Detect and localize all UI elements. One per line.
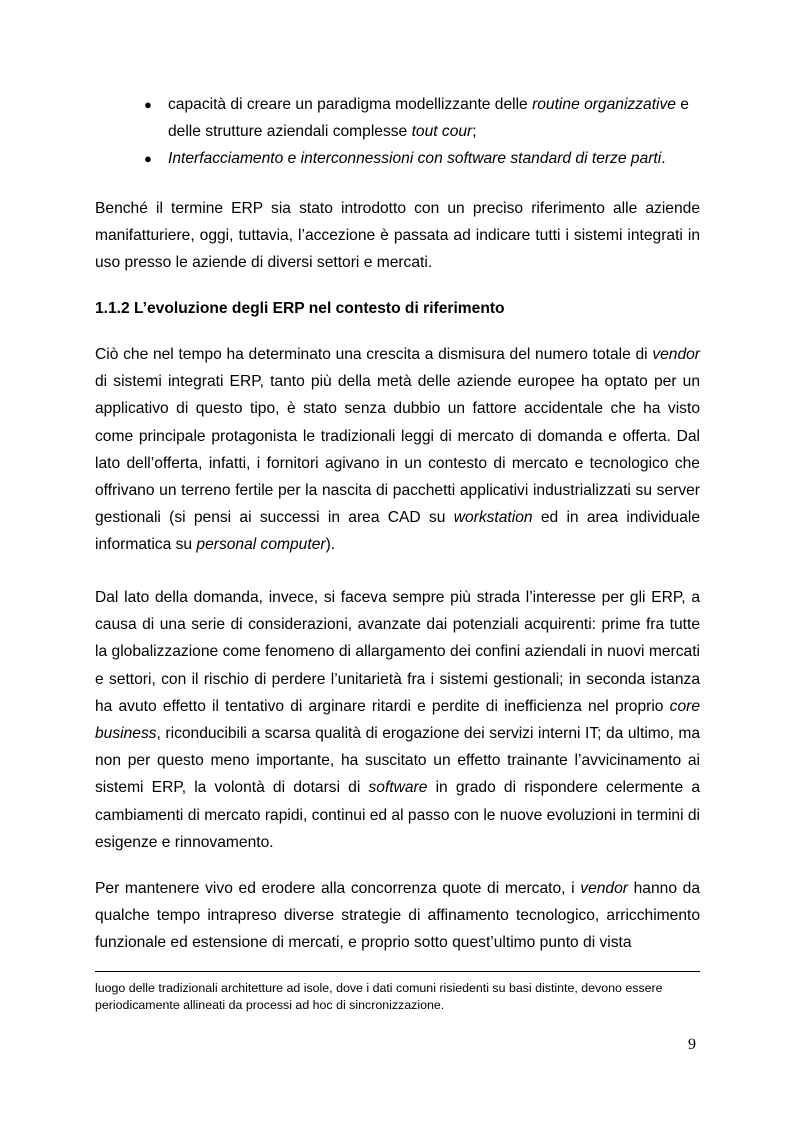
section-heading: 1.1.2 L’evoluzione degli ERP nel contesto di riferimento [95, 300, 505, 317]
list-item: ● Interfacciamento e interconnessioni con software standard di terze parti. [140, 145, 700, 172]
paragraph-erp-growth: Ciò che nel tempo ha determinato una crescita a dismisura del numero totale di vendor di sistemi integrati ERP, tanto più della metà delle aziende europee ha optato per un applicativo di questo tipo, è stato senza dubbio un fattore accidentale che ha visto come principale protagonista le tradizionali leggi di mercato di domanda e offerta. Dal lato dell’offerta, infatti, i fornitori agivano in un contesto di mercato e tecnologico che offrivano un terreno fertile per la nascita di pacchetti applicativi industrializzati su server gestionali (si pensi ai successi in area CAD su workstation ed in area individuale informatica su personal computer). [95, 346, 701, 554]
footnote-divider [95, 971, 700, 972]
list-item: ● capacità di creare un paradigma modellizzante delle routine organizzative e delle strutture aziendali complesse tout cour; [140, 91, 700, 145]
paragraph-demand-side: Dal lato della domanda, invece, si faceva sempre più strada l’interesse per gli ERP, a causa di una serie di considerazioni, avanzate dai potenziali acquirenti: prime fra tutte la globalizzazione come fenomeno di allargamento dei confini aziendali in nuovi mercati e settori, con il rischio di perdere l’unitarietà fra i sistemi gestionali; in seconda istanza ha avuto effetto il tentativo di arginare ritardi e perdite di inefficienza nel proprio core business, riconducibili a scarsa qualità di erogazione dei servizi interni IT; da ultimo, ma non per questo meno importante, ha suscitato un effetto trainante l’avvicinamento ai sistemi ERP, la volontà di dotarsi di software in grado di rispondere celermente a cambiamenti di mercato rapidi, continui ed al passo con le nuove evoluzioni in termini di esigenze e rinnovamento. [95, 589, 701, 851]
paragraph-vendor-strategies: Per mantenere vivo ed erodere alla concorrenza quote di mercato, i vendor hanno da qualche tempo intrapreso diverse strategie di affinamento tecnologico, arricchimento funzionale ed estensione di mercati, e proprio sotto quest’ultimo punto di vista [95, 880, 700, 952]
paragraph-erp-definition: Benché il termine ERP sia stato introdotto con un preciso riferimento alle aziende manifatturiere, oggi, tuttavia, l’accezione è passata ad indicare tutti i sistemi integrati in uso presso le aziende di diversi settori e mercati. [95, 200, 700, 272]
bullet-icon: ● [144, 151, 152, 167]
bullet-icon: ● [144, 97, 152, 112]
bullet-list [140, 91, 700, 173]
page-number: 9 [688, 1036, 696, 1053]
footnote: luogo delle tradizionali architetture ad isole, dove i dati comuni risiedenti su basi distinte, devono essere periodicamente allineati da processi ad hoc di sincronizzazione. [95, 981, 663, 1012]
